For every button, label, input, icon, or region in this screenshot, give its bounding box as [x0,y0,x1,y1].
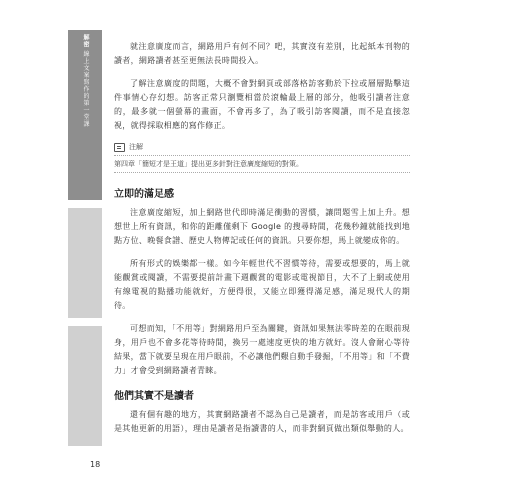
chapter-tab-number [68,30,102,32]
page-number: 18 [90,460,101,469]
note-icon [114,143,125,152]
note-text: 第四章「簡短才是王道」提出更多針對注意廣度縮短的對策。 [114,155,410,173]
paragraph: 注意廣度縮短，加上網路世代即時滿足衝動的習慣，讓問題雪上加上升。想想世上所有資訊，和你的距離僅剩下 Google 的搜尋時間，花幾秒鐘就能找到地點方位、晚餐食譜、歷史人物傳記或任何的資訊。只要你想，馬上就變成你的。 [114,208,410,245]
paragraph: 所有形式的娛樂都一樣。如今年輕世代不習慣等待，需要或想要的，馬上就能觀賞或閱讀，不需要提前計畫下週觀賞的電影或電視節目，大不了上網或使用有線電視的點播功能就好，方便得很，又能立即獲得滿足感，滿足現代人的期待。 [114,259,410,310]
chapter-tab-label: 解密 線上文案寫作的第一堂課 [82,34,89,128]
chapter-tab-2 [68,208,102,318]
note-header [114,142,410,152]
section-heading: 他們其實不是讀者 [114,391,194,402]
paragraph: 了解注意廣度的問題，大概不會對網頁或部落格訪客動於下拉或層層點擊這件事情心存幻想。訪客正常只瀏覽相當於滾輪最上層的部分，他吸引讀者注意的，最多就一個螢幕的畫面，不會再多了，為了吸引訪客閱讀，而不是直接忽視，就得採取相應的寫作修正。 [114,79,410,130]
chapter-tab-1 [68,30,102,200]
note-title: 注解 [129,143,143,151]
chapter-tab-number [68,326,102,328]
chapter-tabs [68,30,102,446]
paragraph: 可想而知，「不用等」對網路用戶至為關鍵，資訊如果無法零時差的在眼前現身，用戶也不會多花等待時間，換另一處速度更快的地方就好。沒人會耐心等待結果，當下就要呈現在用戶眼前，不必讓他們艱自動手發掘，「不用等」和「不費力」才會受到網路讀者青睞。 [114,324,410,375]
paragraph: 就注意廣度而言，網路用戶有何不同？吧，其實沒有差別，比起紙本刊物的讀者，網路讀者甚至更無法長時間投入。 [114,42,410,65]
note-box [114,142,410,173]
chapter-tab-number [68,208,102,210]
paragraph: 還有個有趣的地方，其實網路讀者不認為自己是讀者，而是訪客或用戶（或是其他更新的用語），理由是讀者是指讀書的人，而非對網頁做出類似舉動的人。 [114,410,410,433]
section-heading: 立即的滿足感 [114,189,174,200]
main-text-column [114,40,410,445]
chapter-tab-3 [68,326,102,446]
